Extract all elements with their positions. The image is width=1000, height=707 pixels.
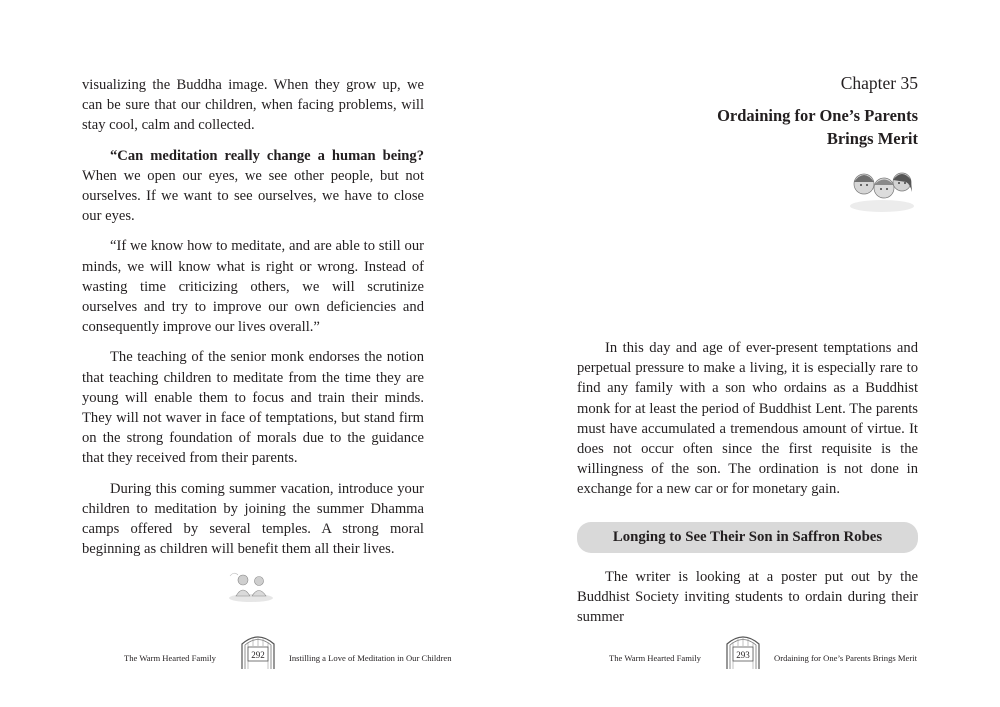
- paragraph-5: During this coming summer vacation, introduce your children to meditation by joining the summer Dhamma camps offered by several temples. A strong moral beginning as children will benefit them all their lives.: [82, 480, 424, 558]
- chapter-label: Chapter 35: [840, 73, 918, 93]
- paragraph-4: The teaching of the senior monk endorses the notion that teaching children to meditate from the time they are young will enable them to focus and train their minds. They will not waver in face of temptations, but stand firm on the strong foundation of morals due to the guidance that they received from their parents.: [82, 349, 424, 467]
- chapter-title: Ordaining for One’s Parents Brings Merit: [717, 106, 918, 148]
- section-paragraph: The writer is looking at a poster put out by the Buddhist Society inviting students to ordain during their summer: [577, 569, 918, 626]
- book-title: The Warm Hearted Family: [124, 653, 216, 663]
- running-head: Instilling a Love of Meditation in Our Children: [289, 653, 452, 663]
- running-head: Ordaining for One’s Parents Brings Merit: [774, 653, 917, 663]
- book-title: The Warm Hearted Family: [609, 653, 701, 663]
- right-page: [500, 0, 1000, 707]
- paragraph-1: visualizing the Buddha image. When they grow up, we can be sure that our children, when facing problems, will stay cool, calm and collected.: [82, 77, 424, 134]
- right-footer: [500, 632, 1000, 670]
- section-heading: Longing to See Their Son in Saffron Robes: [577, 522, 918, 553]
- left-body-text: [82, 75, 424, 569]
- page-number: 292: [251, 650, 265, 660]
- paragraph-2: “Can meditation really change a human being? When we open our eyes, we see other people, but not ourselves. If we want to see ourselves, we have to close our eyes.: [82, 147, 424, 225]
- family-faces-illustration: [846, 162, 918, 214]
- section-text: [577, 567, 918, 638]
- page-number: 293: [736, 650, 750, 660]
- bold-question: “Can meditation really change a human being?: [110, 147, 424, 164]
- meditating-children-illustration: [226, 568, 276, 604]
- paragraph-3: “If we know how to meditate, and are able to still our minds, we will know what is right or wrong. Instead of wasting time criticizing others, we will scrutinize ourselves and try to improve our own deficiencies and consequently improve our lives overall.”: [82, 238, 424, 336]
- left-footer: [0, 632, 500, 670]
- intro-text: [577, 338, 918, 510]
- intro-paragraph: In this day and age of ever-present temptations and perpetual pressure to make a living, it is especially rare to find any family with a son who ordains as a Buddhist monk for at least the period of Buddhist Lent. The parents must have accumulated a tremendous amount of virtue. It does not occur often since the first requisite is the willingness of the son. The ordination is not done in exchange for a new car or for monetary gain.: [577, 340, 918, 498]
